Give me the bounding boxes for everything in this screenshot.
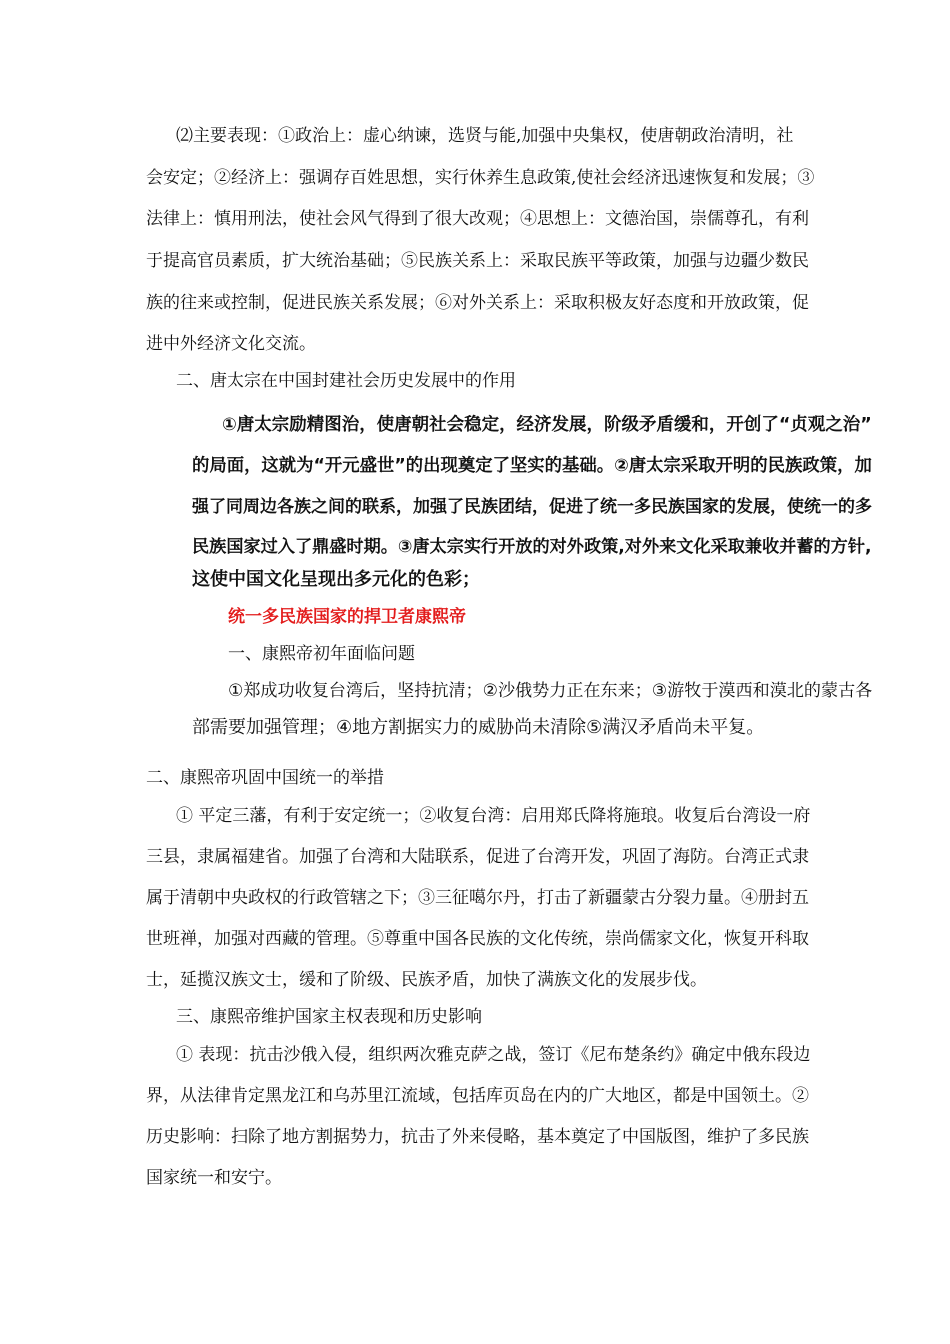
section-heading: 一、康熙帝初年面临问题 [228,644,415,664]
bold-paragraph-line: ①唐太宗励精图治，使唐朝社会稳定，经济发展，阶级矛盾缓和，开创了“贞观之治” [222,415,872,435]
bold-paragraph-line: 的局面，这就为“开元盛世”的出现奠定了坚实的基础。②唐太宗采取开明的民族政策，加 [192,456,872,476]
paragraph-line: ①郑成功收复台湾后，坚持抗清；②沙俄势力正在东来；③游牧于漠西和漠北的蒙古各 [228,681,873,701]
section-heading: 二、康熙帝巩固中国统一的举措 [146,768,384,788]
paragraph-line: ① 表现：抗击沙俄入侵，组织两次雅克萨之战，签订《尼布楚条约》确定中俄东段边 [176,1045,811,1065]
paragraph-line: 部需要加强管理；④地方割据实力的威胁尚未清除⑤满汉矛盾尚未平复。 [192,717,765,738]
paragraph-line: 属于清朝中央政权的行政管辖之下；③三征噶尔丹，打击了新疆蒙古分裂力量。④册封五 [146,888,809,908]
paragraph-line: ① 平定三藩，有利于安定统一；②收复台湾：启用郑氏降将施琅。收复后台湾设一府 [176,806,811,826]
paragraph-line: 族的往来或控制，促进民族关系发展；⑥对外关系上：采取积极友好态度和开放政策，促 [146,293,809,313]
paragraph-line: 国家统一和安宁。 [146,1168,282,1188]
kangxi-title: 统一多民族国家的捍卫者康熙帝 [228,607,466,627]
paragraph-line: 三县，隶属福建省。加强了台湾和大陆联系，促进了台湾开发，巩固了海防。台湾正式隶 [146,847,809,867]
paragraph-line: 士，延揽汉族文士，缓和了阶级、民族矛盾，加快了满族文化的发展步伐。 [146,970,707,990]
section-heading: 三、康熙帝维护国家主权表现和历史影响 [176,1007,482,1027]
bold-paragraph-line: 这使中国文化呈现出多元化的色彩； [192,569,480,590]
paragraph-line: 进中外经济文化交流。 [146,334,316,354]
bold-paragraph-line: 民族国家过入了鼎盛时期。③唐太宗实行开放的对外政策,对外来文化采取兼收并蓄的方针, [192,537,872,557]
paragraph-line: 历史影响：扫除了地方割据势力，抗击了外来侵略，基本奠定了中国版图，维护了多民族 [146,1127,809,1147]
section-heading: 二、唐太宗在中国封建社会历史发展中的作用 [176,371,516,391]
paragraph-line: 会安定；②经济上：强调存百姓思想，实行休养生息政策,使社会经济迅速恢复和发展；③ [146,168,815,188]
paragraph-line: 法律上：慎用刑法，使社会风气得到了很大改观；④思想上：文德治国，崇儒尊孔，有利 [146,209,809,229]
paragraph-line: 世班禅，加强对西藏的管理。⑤尊重中国各民族的文化传统，崇尚儒家文化，恢复开科取 [146,929,809,949]
paragraph-line: 于提高官员素质，扩大统治基础；⑤民族关系上：采取民族平等政策，加强与边疆少数民 [146,251,809,271]
bold-paragraph-line: 强了同周边各族之间的联系，加强了民族团结，促进了统一多民族国家的发展，使统一的多 [192,497,872,517]
paragraph-line: ⑵主要表现：①政治上：虚心纳谏，选贤与能,加强中央集权，使唐朝政治清明，社 [176,126,794,146]
paragraph-line: 界，从法律肯定黑龙江和乌苏里江流域，包括库页岛在内的广大地区，都是中国领土。② [146,1086,809,1106]
